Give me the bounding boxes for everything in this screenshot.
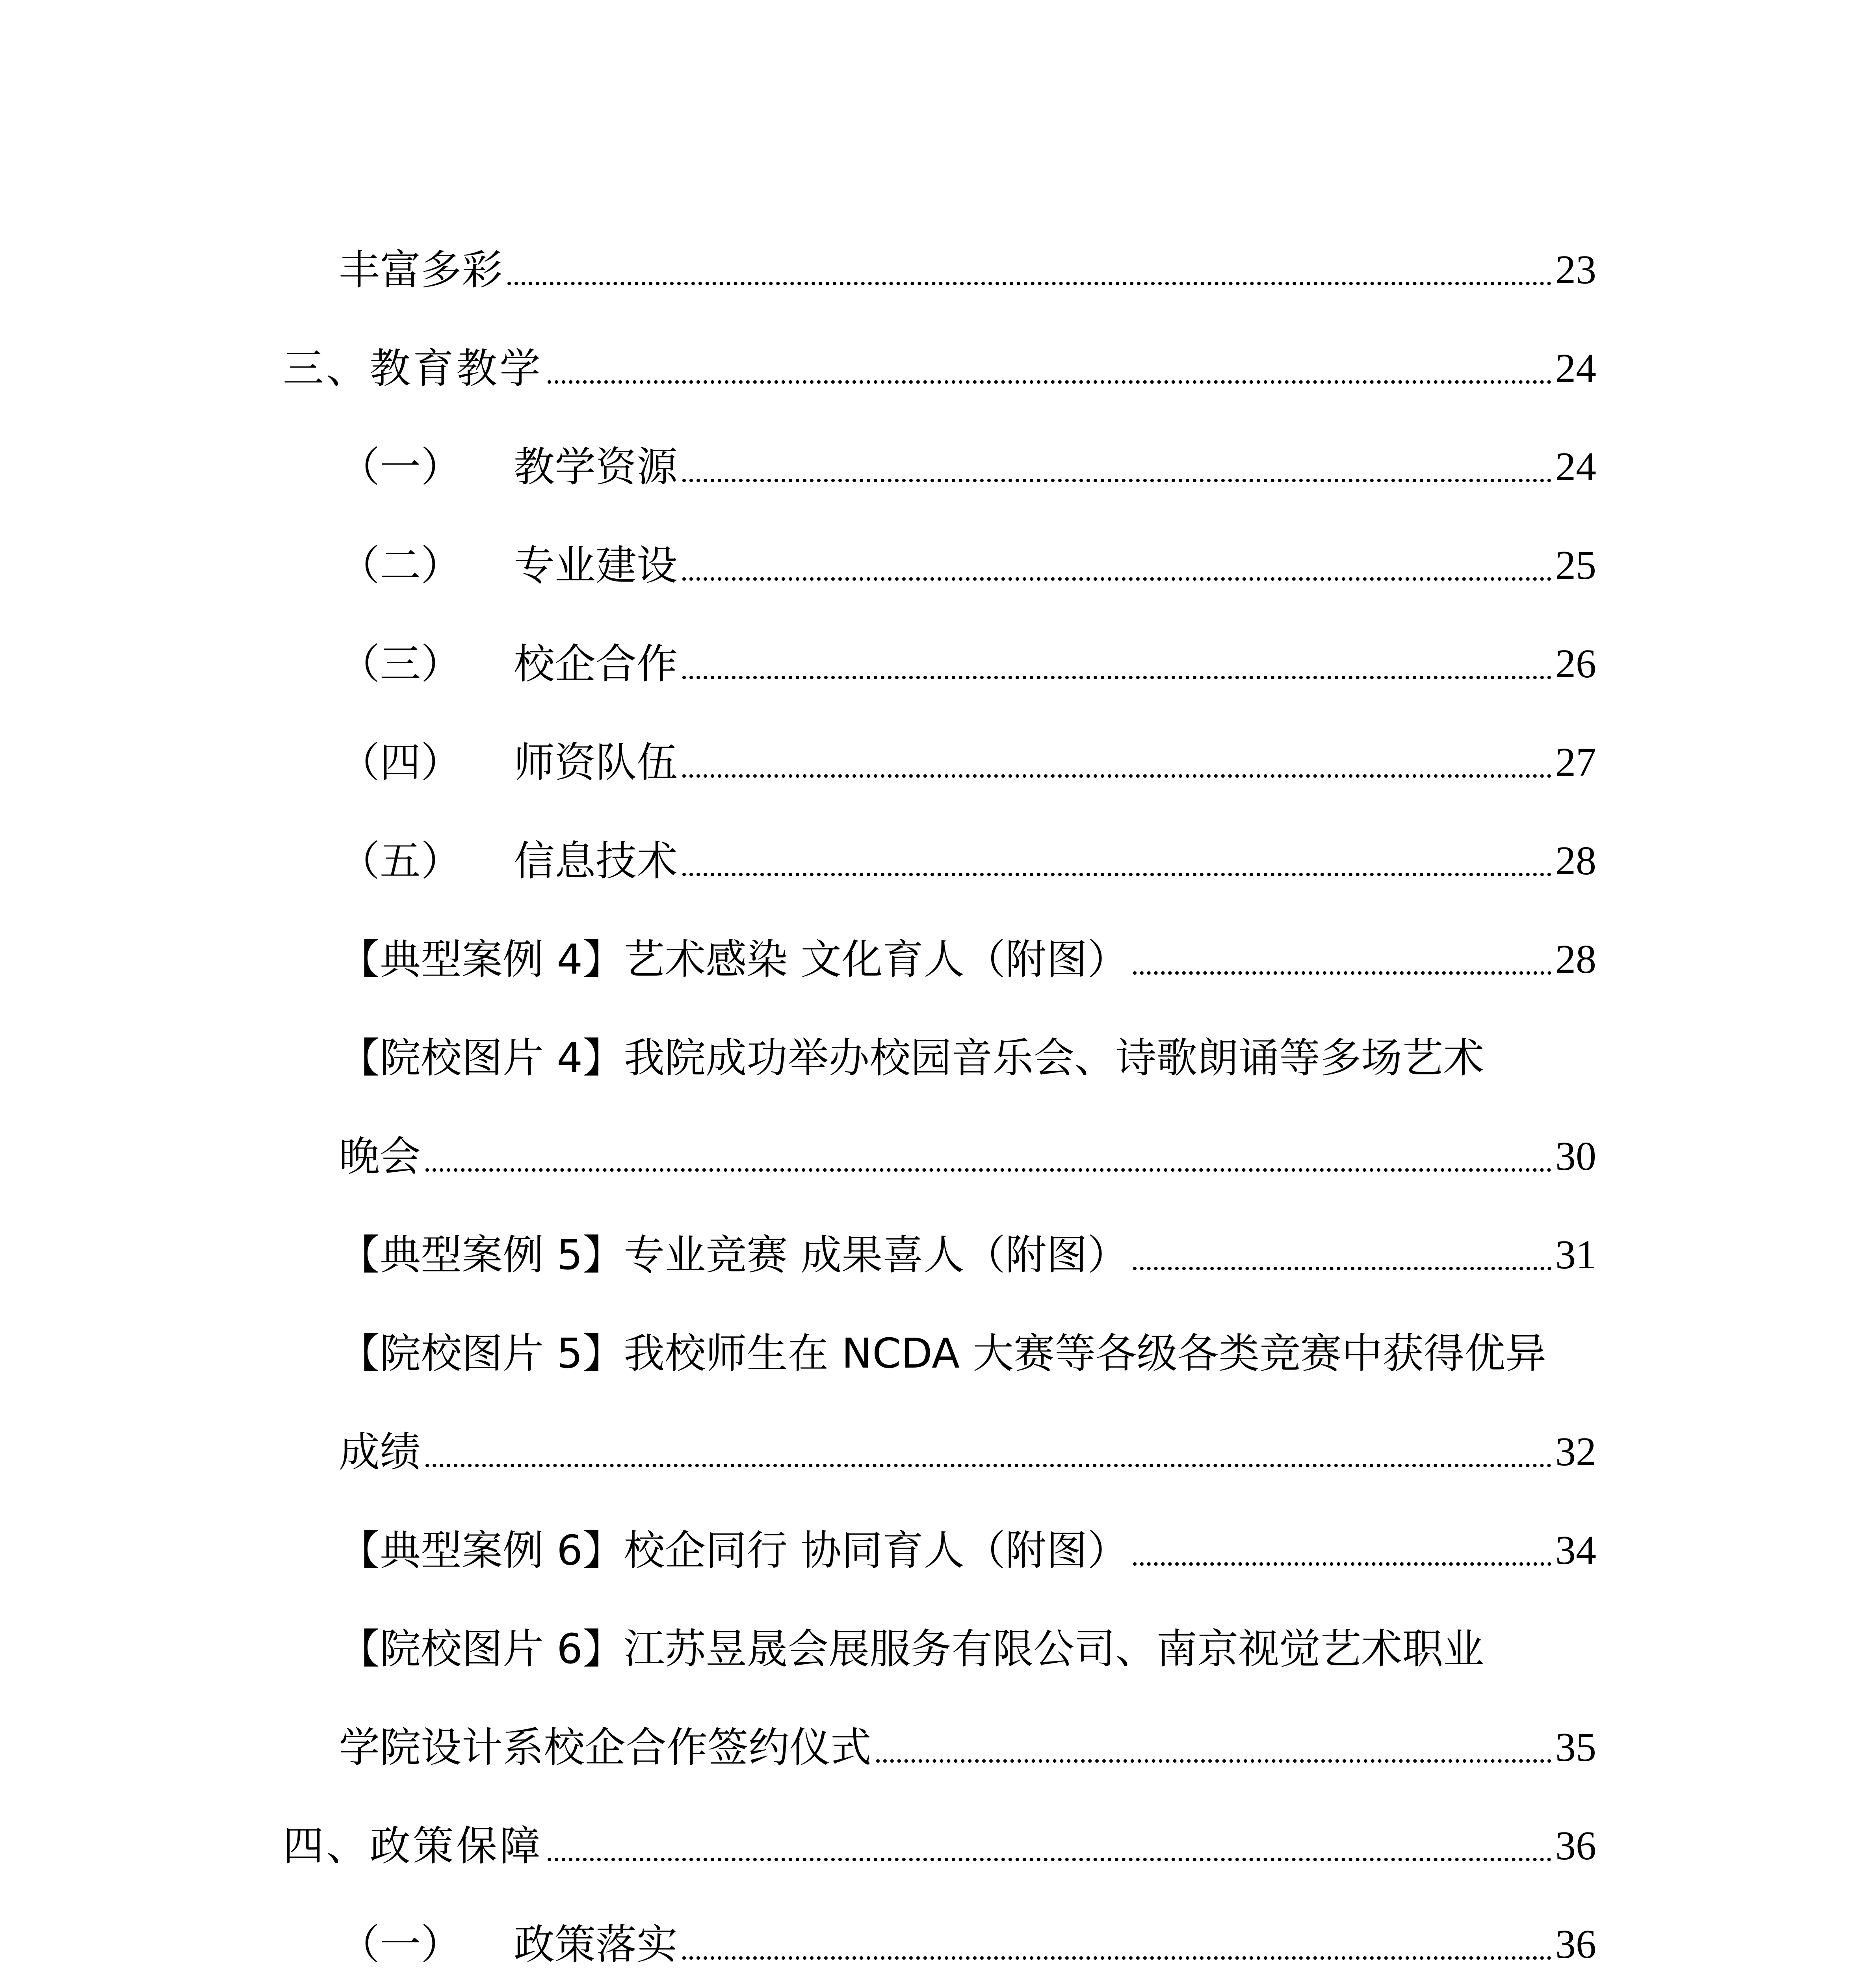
toc-entry-title	[339, 536, 678, 595]
toc-entry	[0, 1028, 1876, 1087]
toc-page-number: 30	[1555, 1134, 1596, 1179]
toc-entry-label: 信息技术	[514, 837, 678, 885]
toc-entry[interactable]	[0, 634, 1876, 693]
toc-entry-label: 成绩	[339, 1428, 421, 1476]
toc-entry[interactable]	[0, 1225, 1876, 1284]
toc-entry-label: 教学资源	[514, 443, 678, 491]
toc-dot-leader	[682, 676, 1551, 679]
toc-entry-number: （二）	[339, 541, 462, 589]
toc-page-number: 36	[1555, 1922, 1596, 1967]
toc-dot-leader	[682, 873, 1551, 876]
toc-entry-title	[339, 1718, 871, 1777]
toc-dot-leader	[548, 1858, 1551, 1861]
toc-entry-title	[283, 1816, 543, 1875]
toc-entry-title	[283, 339, 543, 398]
toc-entry-label: 【典型案例 6】校企同行 协同育人（附图）	[339, 1526, 1129, 1574]
toc-entry-label: 【典型案例 5】专业竞赛 成果喜人（附图）	[339, 1231, 1129, 1279]
toc-entry-label: 校企合作	[514, 640, 678, 688]
toc-dot-leader	[507, 282, 1551, 285]
toc-dot-leader	[682, 577, 1551, 581]
toc-page-number: 31	[1555, 1232, 1596, 1277]
toc-page-number: 27	[1555, 740, 1596, 785]
toc-dot-leader	[425, 1464, 1551, 1467]
toc-entry-label: 【院校图片 4】我院成功举办校园音乐会、诗歌朗诵等多场艺术	[339, 1034, 1484, 1082]
toc-entry-label: 专业建设	[514, 541, 678, 589]
toc-entry-label: 晚会	[339, 1132, 421, 1180]
toc-entry-label: 政策落实	[514, 1920, 678, 1968]
toc-entry[interactable]	[0, 930, 1876, 989]
toc-entry-title	[339, 1422, 421, 1481]
toc-entry-title	[339, 437, 678, 496]
toc-entry-label: 师资队伍	[514, 738, 678, 786]
toc-entry-label: 【院校图片 6】江苏昱晟会展服务有限公司、南京视觉艺术职业	[339, 1625, 1484, 1673]
toc-entry-number: （一）	[339, 443, 462, 491]
toc-entry[interactable]	[0, 240, 1876, 299]
toc-entry-label: 【院校图片 5】我校师生在 NCDA 大赛等各级各类竞赛中获得优异	[339, 1329, 1547, 1377]
toc-entry-title	[339, 1324, 1546, 1383]
toc-entry-number: （五）	[339, 837, 462, 885]
toc-page-number: 35	[1555, 1725, 1596, 1770]
toc-entry-number: （一）	[339, 1920, 462, 1968]
toc-dot-leader	[548, 380, 1551, 384]
toc-entry-number: （四）	[339, 738, 462, 786]
toc-entry[interactable]	[0, 1422, 1876, 1481]
toc-page-number: 25	[1555, 543, 1596, 588]
toc-entry-title	[339, 733, 678, 792]
toc-entry-label: 【典型案例 4】艺术感染 文化育人（附图）	[339, 935, 1129, 983]
toc-page-number: 24	[1555, 346, 1596, 391]
toc-page-number: 28	[1555, 937, 1596, 982]
toc-section-entry[interactable]	[0, 1816, 1876, 1875]
toc-entry-title	[339, 1127, 421, 1186]
toc-page-number: 34	[1555, 1528, 1596, 1573]
toc-entry[interactable]	[0, 1521, 1876, 1580]
toc-entry[interactable]	[0, 831, 1876, 890]
toc-dot-leader	[1133, 1562, 1551, 1566]
toc-entry-title	[339, 1028, 1484, 1087]
toc-entry-number: （三）	[339, 640, 462, 688]
toc-entry	[0, 1324, 1876, 1383]
toc-entry-label: 学院设计系校企合作签约仪式	[339, 1723, 872, 1771]
toc-section-entry[interactable]	[0, 339, 1876, 398]
toc-entry-title	[339, 1225, 1128, 1284]
toc-entry-label: 丰富多彩	[339, 246, 503, 294]
toc-dot-leader	[682, 479, 1551, 482]
toc-entry-title	[339, 240, 503, 299]
toc-entry-title	[339, 930, 1128, 989]
toc-page-number: 26	[1555, 641, 1596, 686]
toc-entry-title	[339, 1619, 1484, 1678]
toc-page-number: 24	[1555, 444, 1596, 489]
toc-entry[interactable]	[0, 536, 1876, 595]
toc-dot-leader	[1133, 1267, 1551, 1270]
toc-entry[interactable]	[0, 1915, 1876, 1970]
toc-entry[interactable]	[0, 437, 1876, 496]
toc-dot-leader	[876, 1759, 1551, 1763]
toc-entry-title	[339, 634, 678, 693]
toc-page-number: 28	[1555, 838, 1596, 883]
toc-entry[interactable]	[0, 1718, 1876, 1777]
toc-page-number: 32	[1555, 1429, 1596, 1474]
toc-page-number: 36	[1555, 1823, 1596, 1868]
toc-dot-leader	[682, 774, 1551, 778]
toc-entry-label: 四、政策保障	[283, 1822, 543, 1870]
toc-entry[interactable]	[0, 1127, 1876, 1186]
toc-entry[interactable]	[0, 733, 1876, 792]
toc-dot-leader	[682, 1956, 1551, 1960]
toc-dot-leader	[425, 1168, 1551, 1172]
toc-entry	[0, 1619, 1876, 1678]
toc-entry-title	[339, 831, 678, 890]
toc-entry-label: 三、教育教学	[283, 344, 543, 392]
toc-dot-leader	[1133, 971, 1551, 975]
toc-entry-title	[339, 1915, 678, 1970]
toc-page-number: 23	[1555, 247, 1596, 292]
toc-entry-title	[339, 1521, 1128, 1580]
